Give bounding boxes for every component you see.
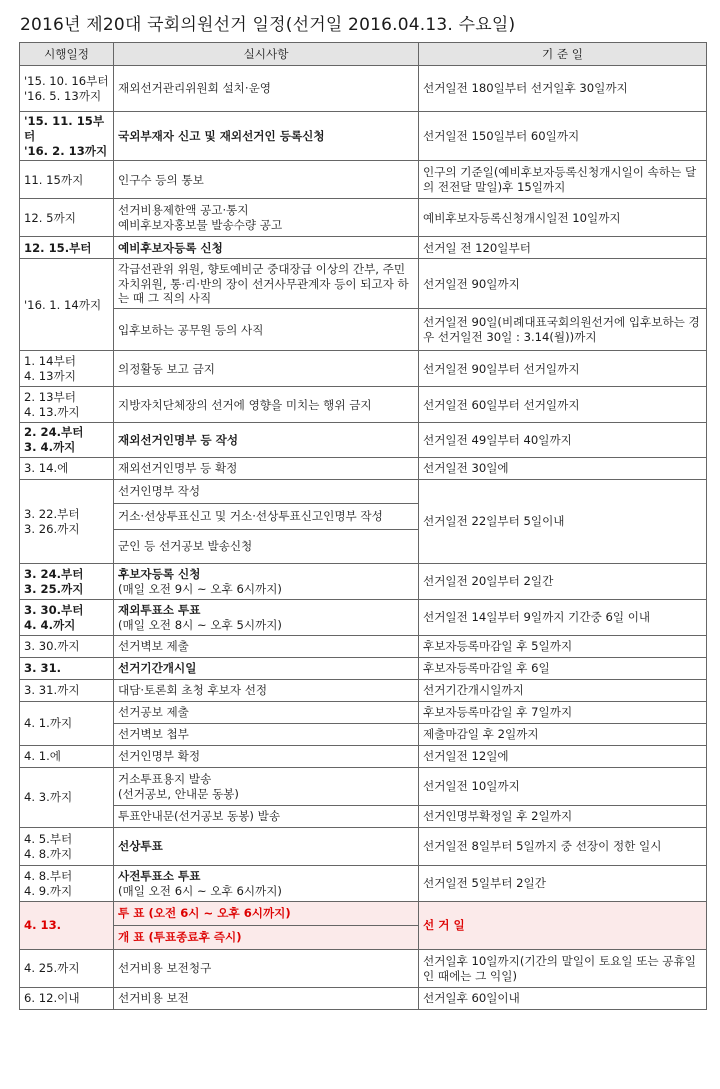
row-date: 3. 30.까지 <box>20 636 114 658</box>
row-basis: 선거일전 20일부터 2일간 <box>419 564 707 600</box>
row-date: 4. 3.까지 <box>20 768 114 828</box>
row-task: 선거기간개시일 <box>114 658 419 680</box>
row-task-sub: (매일 오전 6시 ~ 오후 6시까지) <box>118 883 282 898</box>
row-date: 4. 25.까지 <box>20 950 114 988</box>
row-task: 재외선거인명부 등 작성 <box>114 423 419 458</box>
row-task: 의정활동 보고 금지 <box>114 351 419 387</box>
table-row <box>20 161 707 199</box>
row-task: 투 표 (오전 6시 ~ 오후 6시까지) <box>114 902 419 926</box>
row-task: 선거인명부 작성 <box>114 480 419 504</box>
row-basis: 선거일전 22일부터 5일이내 <box>419 480 707 564</box>
table-row <box>20 866 707 902</box>
row-task: 군인 등 선거공보 발송신청 <box>114 530 419 564</box>
row-task: 대담·토론회 초청 후보자 선정 <box>114 680 419 702</box>
row-date: '15. 11. 15부터 '16. 2. 13까지 <box>20 112 114 161</box>
row-basis: 선거일전 90일까지 <box>419 259 707 309</box>
row-basis: 선거일전 60일부터 선거일까지 <box>419 387 707 423</box>
row-task-cell <box>114 866 419 902</box>
row-task: 개 표 (투표종료후 즉시) <box>114 926 419 950</box>
row-task: 선거비용 보전청구 <box>114 950 419 988</box>
row-date: 4. 5.부터 4. 8.까지 <box>20 828 114 866</box>
table-row <box>20 702 707 724</box>
table-row <box>20 724 707 746</box>
row-date: 3. 22.부터 3. 26.까지 <box>20 480 114 564</box>
row-task-sub: (매일 오전 9시 ~ 오후 6시까지) <box>118 581 282 596</box>
row-task: 인구수 등의 통보 <box>114 161 419 199</box>
row-basis: 인구의 기준일(예비후보자등록신청개시일이 속하는 달의 전전달 말일)후 15일까지 <box>419 161 707 199</box>
row-date: 3. 30.부터 4. 4.까지 <box>20 600 114 636</box>
table-row <box>20 351 707 387</box>
row-date: 3. 24.부터 3. 25.까지 <box>20 564 114 600</box>
row-task: 재외투표소 투표 <box>118 602 201 617</box>
table-row <box>20 237 707 259</box>
table-row <box>20 66 707 112</box>
row-basis: 선 거 일 <box>419 902 707 950</box>
table-row <box>20 259 707 309</box>
row-basis: 선거일전 49일부터 40일까지 <box>419 423 707 458</box>
row-date: 1. 14부터 4. 13까지 <box>20 351 114 387</box>
row-task: 투표안내문(선거공보 동봉) 발송 <box>114 806 419 828</box>
row-task: 각급선관위 위원, 향토예비군 중대장급 이상의 간부, 주민자치위원, 통·리·반의 장이 선거사무관계자 등이 되고자 하는 때 그 직의 사직 <box>114 259 419 309</box>
table-row <box>20 746 707 768</box>
table-row <box>20 423 707 458</box>
row-task-sub: (매일 오전 8시 ~ 오후 5시까지) <box>118 617 282 632</box>
row-basis: 선거일전 180일부터 선거일후 30일까지 <box>419 66 707 112</box>
row-date: '16. 1. 14까지 <box>20 259 114 351</box>
row-date: 2. 24.부터 3. 4.까지 <box>20 423 114 458</box>
row-date: 3. 31.까지 <box>20 680 114 702</box>
row-basis: 선거일 전 120일부터 <box>419 237 707 259</box>
header-task: 실시사항 <box>114 43 419 66</box>
row-task: 지방자치단체장의 선거에 영향을 미치는 행위 금지 <box>114 387 419 423</box>
row-basis: 선거일후 60일이내 <box>419 988 707 1010</box>
row-task: 재외선거인명부 등 확정 <box>114 458 419 480</box>
table-header-row <box>20 43 707 66</box>
row-basis: 선거일전 150일부터 60일까지 <box>419 112 707 161</box>
table-row <box>20 199 707 237</box>
row-task: 선거공보 제출 <box>114 702 419 724</box>
row-basis: 선거일전 90일(비례대표국회의원선거에 입후보하는 경우 선거일전 30일 : 3.14(월))까지 <box>419 309 707 351</box>
row-task-cell <box>114 600 419 636</box>
header-basis: 기 준 일 <box>419 43 707 66</box>
row-task: 예비후보자등록 신청 <box>114 237 419 259</box>
row-date: 4. 1.까지 <box>20 702 114 746</box>
row-basis: 선거일전 8일부터 5일까지 중 선장이 정한 일시 <box>419 828 707 866</box>
table-row <box>20 480 707 504</box>
schedule-table <box>19 42 707 1010</box>
row-date: 4. 1.에 <box>20 746 114 768</box>
row-date: '15. 10. 16부터 '16. 5. 13까지 <box>20 66 114 112</box>
table-row <box>20 988 707 1010</box>
table-row <box>20 112 707 161</box>
row-date: 4. 13. <box>20 902 114 950</box>
row-task: 선거인명부 확정 <box>114 746 419 768</box>
row-date: 6. 12.이내 <box>20 988 114 1010</box>
table-row <box>20 564 707 600</box>
row-task: 후보자등록 신청 <box>118 566 201 581</box>
table-row <box>20 309 707 351</box>
row-basis: 후보자등록마감일 후 5일까지 <box>419 636 707 658</box>
table-row <box>20 950 707 988</box>
row-basis: 선거일전 90일부터 선거일까지 <box>419 351 707 387</box>
row-task: 입후보하는 공무원 등의 사직 <box>114 309 419 351</box>
row-basis: 선거일전 30일에 <box>419 458 707 480</box>
header-date: 시행일정 <box>20 43 114 66</box>
row-basis: 후보자등록마감일 후 6일 <box>419 658 707 680</box>
row-date: 11. 15까지 <box>20 161 114 199</box>
row-date: 3. 14.에 <box>20 458 114 480</box>
row-basis: 선거일전 5일부터 2일간 <box>419 866 707 902</box>
row-task: 사전투표소 투표 <box>118 868 201 883</box>
row-date: 4. 8.부터 4. 9.까지 <box>20 866 114 902</box>
row-task: 선거벽보 첩부 <box>114 724 419 746</box>
row-basis: 선거인명부확정일 후 2일까지 <box>419 806 707 828</box>
row-task: 거소투표용지 발송 (선거공보, 안내문 동봉) <box>114 768 419 806</box>
row-basis: 선거일전 10일까지 <box>419 768 707 806</box>
row-task: 거소·선상투표신고 및 거소·선상투표신고인명부 작성 <box>114 504 419 530</box>
row-basis: 후보자등록마감일 후 7일까지 <box>419 702 707 724</box>
row-task-cell <box>114 564 419 600</box>
table-row <box>20 387 707 423</box>
row-task: 재외선거관리위원회 설치·운영 <box>114 66 419 112</box>
row-date: 3. 31. <box>20 658 114 680</box>
row-basis: 선거일전 12일에 <box>419 746 707 768</box>
row-basis: 선거일전 14일부터 9일까지 기간중 6일 이내 <box>419 600 707 636</box>
table-row <box>20 828 707 866</box>
row-basis: 선거일후 10일까지(기간의 말일이 토요일 또는 공휴일인 때에는 그 익일) <box>419 950 707 988</box>
row-task: 선거비용제한액 공고·통지 예비후보자홍보물 발송수량 공고 <box>114 199 419 237</box>
table-row <box>20 636 707 658</box>
row-task: 선거비용 보전 <box>114 988 419 1010</box>
table-row <box>20 680 707 702</box>
row-date: 2. 13부터 4. 13.까지 <box>20 387 114 423</box>
table-row <box>20 768 707 806</box>
row-date: 12. 5까지 <box>20 199 114 237</box>
row-basis: 제출마감일 후 2일까지 <box>419 724 707 746</box>
row-basis: 예비후보자등록신청개시일전 10일까지 <box>419 199 707 237</box>
row-task: 선거벽보 제출 <box>114 636 419 658</box>
page-title: 2016년 제20대 국회의원선거 일정(선거일 2016.04.13. 수요일) <box>20 15 516 35</box>
table-row-election-day <box>20 902 707 926</box>
table-row <box>20 658 707 680</box>
row-basis: 선거기간개시일까지 <box>419 680 707 702</box>
row-task: 국외부재자 신고 및 재외선거인 등록신청 <box>114 112 419 161</box>
row-task: 선상투표 <box>114 828 419 866</box>
row-date: 12. 15.부터 <box>20 237 114 259</box>
table-row <box>20 458 707 480</box>
table-row <box>20 806 707 828</box>
table-row <box>20 600 707 636</box>
